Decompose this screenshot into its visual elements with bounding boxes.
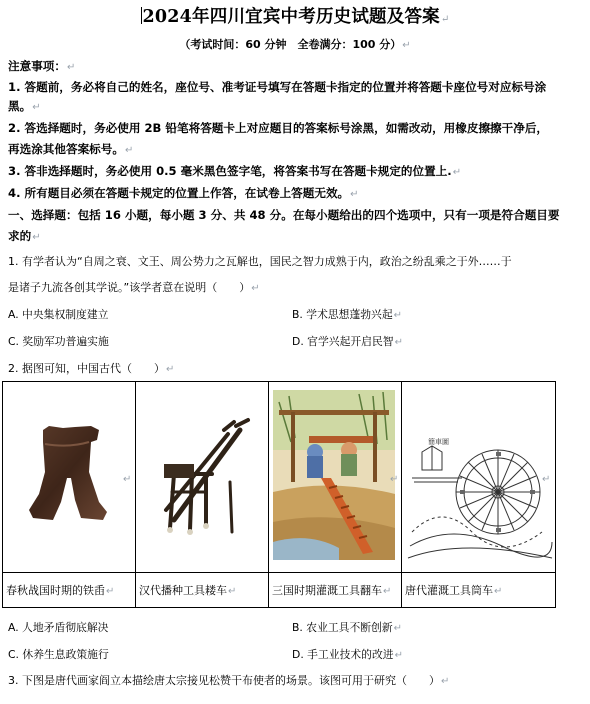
cell-mark-icon: ↵ bbox=[390, 474, 399, 485]
note-1-line-1: 1. 答题前，务必将自己的姓名，座位号、准考证号填写在答题卡指定的位置并将答题卡座位号对应标号涂 bbox=[8, 80, 547, 94]
notes-heading: 注意事项：↵ bbox=[8, 59, 76, 73]
q1-option-c: C. 奖励军功普遍实施 bbox=[8, 335, 109, 348]
paragraph-mark-icon: ↵ bbox=[228, 586, 237, 597]
paragraph-mark-icon: ↵ bbox=[394, 337, 403, 348]
paragraph-mark-icon: ↵ bbox=[452, 167, 462, 178]
paragraph-mark-icon: ↵ bbox=[32, 102, 41, 113]
note-2-line-2: 再选涂其他答案标号。↵ bbox=[8, 142, 134, 156]
paragraph-mark-icon: ↵ bbox=[106, 586, 115, 597]
q2-option-c: C. 休养生息政策施行 bbox=[8, 648, 109, 661]
title-text: 2024年四川宜宾中考历史试题及答案 bbox=[142, 7, 440, 27]
q1-option-d: D. 官学兴起开启民智↵ bbox=[292, 335, 403, 348]
image-cell-3 bbox=[269, 382, 402, 573]
cell-mark-icon: ↵ bbox=[123, 474, 132, 485]
text-cursor bbox=[141, 7, 142, 24]
question-1-line-1: 1. 有学者认为“自周之衰、文王、周公势力之瓦解也，国民之智力成熟于内，政治之纷乱乘之于外……于 bbox=[8, 255, 512, 268]
q2-option-b: B. 农业工具不断创新↵ bbox=[292, 621, 403, 634]
paragraph-mark-icon: ↵ bbox=[32, 232, 41, 243]
question-3-stem: 3. 下图是唐代画家阎立本描绘唐太宗接见松赞干布使者的场景。该图可用于研究（ ）↵ bbox=[8, 674, 450, 687]
section-1-line-1: 一、选择题：包括 16 小题，每小题 3 分、共 48 分。在每小题给出的四个选项中，只有一项是符合题目要 bbox=[8, 208, 560, 222]
tube-wheel-image bbox=[402, 382, 555, 572]
water-wheel-chain-pump-image bbox=[269, 382, 401, 572]
question-1-line-2: 是诸子九流各创其学说。”该学者意在说明（ ）↵ bbox=[8, 281, 260, 294]
note-4: 4. 所有题目必须在答题卡规定的位置上作答，在试卷上答题无效。↵ bbox=[8, 186, 359, 200]
note-1-line-2: 黑。↵ bbox=[8, 99, 41, 113]
paragraph-mark-icon: ↵ bbox=[383, 586, 392, 597]
exam-info bbox=[0, 36, 590, 52]
paragraph-mark-icon: ↵ bbox=[251, 283, 260, 294]
caption-2: 汉代播种工具耧车↵ bbox=[136, 573, 269, 608]
caption-4: 唐代灌溉工具筒车↵ bbox=[402, 573, 556, 608]
question-2-image-table bbox=[2, 381, 556, 608]
paragraph-mark-icon: ↵ bbox=[66, 62, 76, 73]
paragraph-mark-icon: ↵ bbox=[494, 586, 503, 597]
paragraph-mark-icon: ↵ bbox=[350, 189, 359, 200]
cell-mark-icon: ↵ bbox=[542, 474, 551, 485]
q1-option-b: B. 学术思想蓬勃兴起↵ bbox=[292, 308, 403, 321]
iron-spade-image bbox=[3, 382, 135, 572]
paragraph-mark-icon: ↵ bbox=[124, 145, 134, 156]
svg-text:簡車圖: 簡車圖 bbox=[428, 438, 449, 446]
note-2-line-1: 2. 答选择题时，务必使用 2B 铅笔将答题卡上对应题目的答案标号涂黑，如需改动，用橡皮擦擦干净后， bbox=[8, 121, 549, 135]
paragraph-mark-icon: ↵ bbox=[394, 650, 403, 661]
paragraph-mark-icon: ↵ bbox=[393, 623, 403, 634]
paragraph-mark-icon: ↵ bbox=[440, 14, 450, 25]
paragraph-mark-icon: ↵ bbox=[166, 364, 175, 375]
section-1-line-2: 求的↵ bbox=[8, 229, 41, 243]
image-cell-1 bbox=[3, 382, 136, 573]
question-2-stem: 2. 据图可知，中国古代（ ）↵ bbox=[8, 362, 175, 375]
image-cell-2 bbox=[136, 382, 269, 573]
paragraph-mark-icon: ↵ bbox=[393, 310, 403, 321]
q1-option-a: A. 中央集权制度建立 bbox=[8, 308, 109, 321]
caption-1: 春秋战国时期的铁臿↵ bbox=[3, 573, 136, 608]
paragraph-mark-icon: ↵ bbox=[402, 40, 411, 51]
image-cell-4 bbox=[402, 382, 556, 573]
seed-drill-image bbox=[136, 382, 268, 572]
caption-3: 三国时期灌溉工具翻车↵ bbox=[269, 573, 402, 608]
exam-info-text: （考试时间：60 分钟 全卷满分：100 分） bbox=[179, 38, 402, 51]
page-title bbox=[0, 3, 590, 28]
q2-option-a: A. 人地矛盾彻底解决 bbox=[8, 621, 109, 634]
q2-option-d: D. 手工业技术的改进↵ bbox=[292, 648, 403, 661]
note-3: 3. 答非选择题时，务必使用 0.5 毫米黑色签字笔，将答案书写在答题卡规定的位置上.↵ bbox=[8, 164, 462, 178]
paragraph-mark-icon: ↵ bbox=[441, 676, 450, 687]
